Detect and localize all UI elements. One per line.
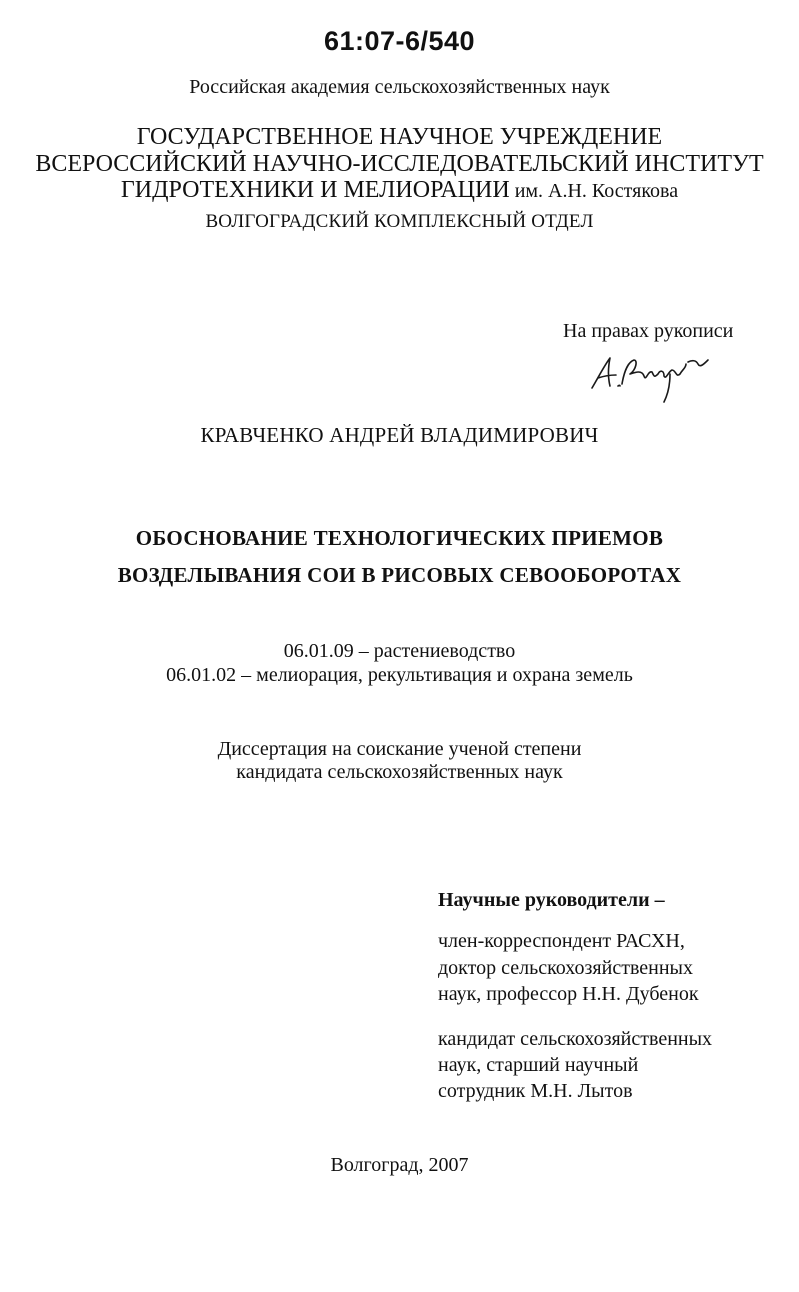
dissertation-degree-line-2: кандидата сельскохозяйственных наук (236, 761, 563, 783)
supervisors-heading: Научные руководители – (438, 889, 665, 911)
supervisor-1-line-2: доктор сельскохозяйственных (438, 957, 693, 979)
department-name: ВОЛГОГРАДСКИЙ КОМПЛЕКСНЫЙ ОТДЕЛ (205, 211, 594, 232)
specialty-2: 06.01.02 – мелиорация, рекультивация и охрана земель (166, 664, 633, 686)
academy-name: Российская академия сельскохозяйственных наук (189, 76, 610, 98)
supervisor-1-line-1: член-корреспондент РАСХН, (438, 930, 685, 952)
document-code: 61:07-6/540 (323, 26, 476, 56)
institution-line-1: ГОСУДАРСТВЕННОЕ НАУЧНОЕ УЧРЕЖДЕНИЕ (136, 124, 663, 150)
supervisor-1-line-3: наук, профессор Н.Н. Дубенок (438, 983, 699, 1005)
signature-stroke-tail (664, 374, 670, 402)
institution-line-3-namesake: им. А.Н. Костякова (509, 180, 679, 202)
manuscript-rights-label: На правах рукописи (563, 320, 734, 342)
institution-line-3-main: ГИДРОТЕХНИКИ И МЕЛИОРАЦИИ (120, 177, 510, 203)
institution-line-3 (0, 177, 799, 205)
signature-stroke-end (688, 360, 708, 366)
author-name: КРАВЧЕНКО АНДРЕЙ ВЛАДИМИРОВИЧ (200, 423, 599, 447)
specialty-1: 06.01.09 – растениеводство (283, 640, 516, 662)
institution-line-2: ВСЕРОССИЙСКИЙ НАУЧНО-ИССЛЕДОВАТЕЛЬСКИЙ ИНСТИТУТ (35, 151, 764, 177)
supervisor-2-line-3: сотрудник М.Н. Лытов (438, 1080, 633, 1102)
supervisor-2-line-2: наук, старший научный (438, 1054, 639, 1076)
place-and-year: Волгоград, 2007 (330, 1154, 469, 1176)
signature-stroke-body (622, 360, 686, 384)
signature-stroke-dot (618, 385, 620, 386)
dissertation-degree-line-1: Диссертация на соискание ученой степени (217, 738, 582, 760)
thesis-title-line-2: ВОЗДЕЛЫВАНИЯ СОИ В РИСОВЫХ СЕВООБОРОТАХ (117, 563, 682, 587)
signature-stroke-initial (592, 358, 616, 388)
supervisor-2-line-1: кандидат сельскохозяйственных (438, 1028, 713, 1050)
handwritten-signature (586, 348, 726, 406)
thesis-title-line-1: ОБОСНОВАНИЕ ТЕХНОЛОГИЧЕСКИХ ПРИЕМОВ (135, 526, 664, 550)
